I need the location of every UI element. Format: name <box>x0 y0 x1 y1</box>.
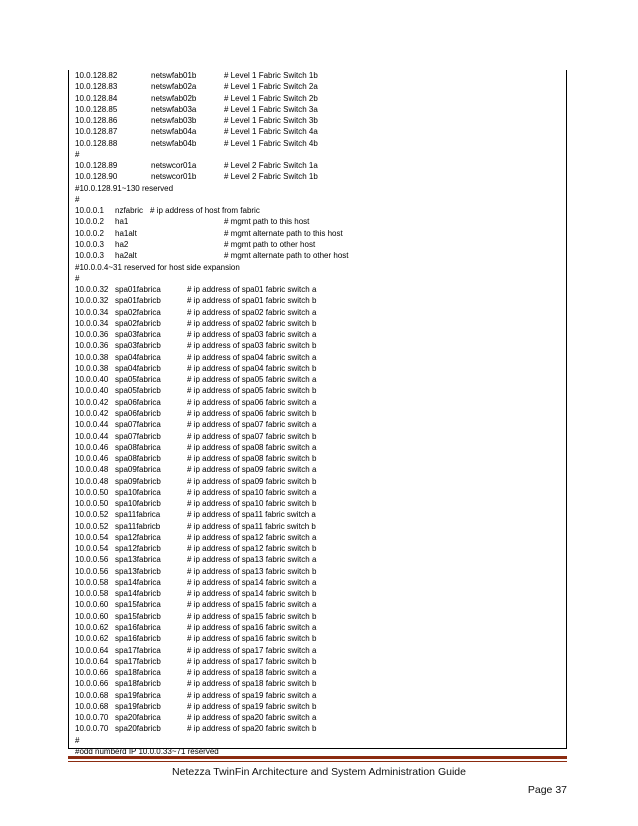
listing-comment: # ip address of spa11 fabric switch a <box>187 510 316 520</box>
listing-ip: 10.0.128.86 <box>75 116 118 126</box>
listing-ip: 10.0.0.40 <box>75 375 109 385</box>
listing-ip: 10.0.0.38 <box>75 363 109 373</box>
listing-ip: 10.0.0.68 <box>75 690 109 700</box>
listing-hostname: spa12fabrica <box>115 532 161 542</box>
footer-rule-thin <box>68 761 567 762</box>
listing-comment: # ip address of spa14 fabric switch b <box>187 589 317 599</box>
listing-line <box>69 205 566 216</box>
listing-comment: # ip address of spa10 fabric switch b <box>187 499 317 509</box>
listing-comment: # ip address of spa05 fabric switch b <box>187 386 317 396</box>
listing-line <box>69 543 566 554</box>
listing-hostname: spa01fabrica <box>115 285 161 295</box>
listing-hostname: spa02fabrica <box>115 307 161 317</box>
listing-hostname: spa18fabricb <box>115 679 161 689</box>
listing-comment: # ip address of spa13 fabric switch b <box>187 566 317 576</box>
listing-ip: 10.0.0.48 <box>75 465 109 475</box>
listing-line <box>69 385 566 396</box>
listing-hostname: ha1 <box>115 217 129 227</box>
listing-hostname: netswfab01b <box>151 71 197 80</box>
listing-line <box>69 701 566 712</box>
listing-line <box>69 104 566 115</box>
listing-comment: # ip address of spa20 fabric switch a <box>187 713 317 723</box>
listing-comment: # ip address of spa18 fabric switch b <box>187 679 317 689</box>
listing-line <box>69 295 566 306</box>
listing-hostname: spa13fabricb <box>115 566 161 576</box>
listing-hostname: spa01fabricb <box>115 296 161 306</box>
listing-hostname: spa14fabricb <box>115 589 161 599</box>
listing-line <box>69 262 566 273</box>
listing-ip: # <box>75 735 80 745</box>
listing-comment: # Level 1 Fabric Switch 1b <box>224 71 318 80</box>
listing-ip: 10.0.0.50 <box>75 499 109 509</box>
listing-ip: 10.0.0.70 <box>75 724 109 734</box>
listing-line <box>69 521 566 532</box>
listing-hostname: spa10fabricb <box>115 499 161 509</box>
listing-line <box>69 239 566 250</box>
listing-ip: 10.0.0.50 <box>75 487 109 497</box>
listing-hostname: spa07fabrica <box>115 420 161 430</box>
listing-line <box>69 228 566 239</box>
listing-comment: # mgmt path to this host <box>224 217 310 227</box>
listing-line <box>69 273 566 284</box>
listing-comment: # ip address of spa06 fabric switch b <box>187 408 317 418</box>
listing-hostname: ha1alt <box>115 228 137 238</box>
listing-comment: # ip address of spa16 fabric switch a <box>187 623 317 633</box>
listing-line <box>69 622 566 633</box>
listing-hostname: spa20fabrica <box>115 713 161 723</box>
listing-ip: 10.0.128.83 <box>75 82 118 92</box>
listing-hostname: ha2 <box>115 239 129 249</box>
listing-line <box>69 588 566 599</box>
listing-ip: 10.0.0.66 <box>75 679 109 689</box>
listing-hostname: netswfab04a <box>151 127 197 137</box>
listing-hostname: spa10fabrica <box>115 487 161 497</box>
listing-comment: # ip address of spa19 fabric switch a <box>187 690 317 700</box>
listing-ip: # <box>75 149 80 159</box>
listing-ip: 10.0.0.46 <box>75 442 109 452</box>
listing-line <box>69 419 566 430</box>
listing-ip: 10.0.0.42 <box>75 408 109 418</box>
listing-line <box>69 476 566 487</box>
listing-ip: 10.0.0.1 <box>75 206 104 216</box>
listing-hostname: nzfabric <box>115 206 144 216</box>
listing-line <box>69 723 566 734</box>
hosts-file-listing <box>68 70 567 756</box>
listing-ip: 10.0.0.32 <box>75 285 109 295</box>
listing-line <box>69 442 566 453</box>
listing-comment: # Level 1 Fabric Switch 2b <box>224 93 318 103</box>
listing-hostname: spa19fabricb <box>115 701 161 711</box>
listing-comment: # ip address of spa01 fabric switch a <box>187 285 317 295</box>
listing-ip: #odd numberd IP 10.0.0.33~71 reserved <box>75 746 219 756</box>
listing-ip: 10.0.0.34 <box>75 307 109 317</box>
listing-comment: # ip address of spa18 fabric switch a <box>187 668 317 678</box>
listing-comment: # ip address of spa20 fabric switch b <box>187 724 317 734</box>
listing-line <box>69 611 566 622</box>
listing-ip: 10.0.0.52 <box>75 510 109 520</box>
listing-hostname: netswfab03a <box>151 104 197 114</box>
listing-hostname: spa04fabricb <box>115 363 161 373</box>
listing-ip: 10.0.128.82 <box>75 71 118 80</box>
listing-ip: 10.0.128.85 <box>75 104 118 114</box>
listing-hostname: spa03fabricb <box>115 341 161 351</box>
listing-hostname: spa13fabrica <box>115 555 161 565</box>
listing-line <box>69 498 566 509</box>
listing-ip: 10.0.0.54 <box>75 532 109 542</box>
listing-line <box>69 735 566 746</box>
listing-hostname: netswfab02b <box>151 93 197 103</box>
listing-comment: # ip address of spa04 fabric switch a <box>187 352 317 362</box>
listing-ip: 10.0.0.2 <box>75 228 104 238</box>
listing-line <box>69 329 566 340</box>
listing-comment: # mgmt alternate path to this host <box>224 228 343 238</box>
listing-ip: 10.0.0.68 <box>75 701 109 711</box>
listing-line <box>69 397 566 408</box>
listing-ip: 10.0.0.60 <box>75 600 109 610</box>
listing-hostname: spa15fabricb <box>115 611 161 621</box>
listing-hostname: spa19fabrica <box>115 690 161 700</box>
listing-comment: # ip address of host from fabric <box>150 206 260 216</box>
listing-line <box>69 81 566 92</box>
listing-line <box>69 183 566 194</box>
listing-ip: 10.0.0.46 <box>75 454 109 464</box>
listing-ip: 10.0.128.87 <box>75 127 118 137</box>
listing-comment: # mgmt path to other host <box>224 239 316 249</box>
listing-ip: 10.0.0.70 <box>75 713 109 723</box>
listing-ip: 10.0.0.34 <box>75 318 109 328</box>
listing-comment: # ip address of spa19 fabric switch b <box>187 701 317 711</box>
listing-ip: 10.0.0.54 <box>75 544 109 554</box>
listing-ip: 10.0.0.64 <box>75 645 109 655</box>
listing-ip: 10.0.0.58 <box>75 589 109 599</box>
listing-hostname: ha2alt <box>115 251 137 261</box>
listing-line <box>69 464 566 475</box>
listing-line <box>69 160 566 171</box>
listing-line <box>69 250 566 261</box>
listing-line <box>69 690 566 701</box>
listing-ip: 10.0.0.3 <box>75 251 104 261</box>
listing-hostname: spa05fabricb <box>115 386 161 396</box>
footer-title: Netezza TwinFin Architecture and System Administration Guide <box>172 766 466 778</box>
listing-comment: # ip address of spa03 fabric switch b <box>187 341 317 351</box>
listing-line <box>69 566 566 577</box>
listing-ip: 10.0.0.2 <box>75 217 104 227</box>
listing-comment: # ip address of spa12 fabric switch b <box>187 544 317 554</box>
listing-hostname: spa20fabricb <box>115 724 161 734</box>
listing-ip: 10.0.0.44 <box>75 431 109 441</box>
listing-hostname: netswfab02a <box>151 82 197 92</box>
listing-line <box>69 633 566 644</box>
listing-hostname: spa17fabricb <box>115 656 161 666</box>
listing-hostname: spa16fabricb <box>115 634 161 644</box>
listing-hostname: spa18fabrica <box>115 668 161 678</box>
listing-line <box>69 363 566 374</box>
listing-comment: # Level 2 Fabric Switch 1a <box>224 161 318 171</box>
listing-comment: # ip address of spa06 fabric switch a <box>187 397 317 407</box>
listing-hostname: spa04fabrica <box>115 352 161 362</box>
listing-hostname: spa15fabrica <box>115 600 161 610</box>
listing-comment: # ip address of spa03 fabric switch a <box>187 330 317 340</box>
listing-line <box>69 171 566 182</box>
listing-ip: 10.0.0.32 <box>75 296 109 306</box>
listing-comment: # Level 1 Fabric Switch 3a <box>224 104 318 114</box>
listing-ip: #10.0.0.4~31 reserved for host side expansion <box>75 262 240 272</box>
listing-line <box>69 93 566 104</box>
listing-line <box>69 408 566 419</box>
listing-ip: 10.0.128.89 <box>75 161 118 171</box>
listing-hostname: spa11fabricb <box>115 521 161 531</box>
listing-ip: 10.0.0.62 <box>75 634 109 644</box>
listing-line <box>69 431 566 442</box>
listing-comment: # ip address of spa04 fabric switch b <box>187 363 317 373</box>
listing-comment: # ip address of spa02 fabric switch b <box>187 318 317 328</box>
listing-hostname: netswcor01b <box>151 172 197 182</box>
listing-ip: 10.0.0.66 <box>75 668 109 678</box>
listing-hostname: netswcor01a <box>151 161 197 171</box>
listing-line <box>69 126 566 137</box>
listing-comment: # ip address of spa01 fabric switch b <box>187 296 317 306</box>
listing-hostname: spa11fabrica <box>115 510 161 520</box>
listing-hostname: spa08fabricb <box>115 454 161 464</box>
listing-comment: # ip address of spa08 fabric switch a <box>187 442 317 452</box>
listing-ip: 10.0.0.56 <box>75 555 109 565</box>
listing-ip: # <box>75 273 80 283</box>
listing-comment: # ip address of spa15 fabric switch b <box>187 611 317 621</box>
listing-comment: # ip address of spa17 fabric switch b <box>187 656 317 666</box>
listing-line <box>69 577 566 588</box>
listing-line <box>69 115 566 126</box>
listing-line <box>69 149 566 160</box>
listing-hostname: netswfab04b <box>151 138 197 148</box>
listing-line <box>69 532 566 543</box>
listing-ip: #10.0.128.91~130 reserved <box>75 183 174 193</box>
listing-hostname: spa16fabrica <box>115 623 161 633</box>
listing-comment: # ip address of spa05 fabric switch a <box>187 375 317 385</box>
listing-comment: # ip address of spa02 fabric switch a <box>187 307 317 317</box>
listing-hostname: spa03fabrica <box>115 330 161 340</box>
listing-comment: # Level 1 Fabric Switch 4a <box>224 127 318 137</box>
listing-comment: # ip address of spa08 fabric switch b <box>187 454 317 464</box>
listing-line <box>69 374 566 385</box>
listing-line <box>69 318 566 329</box>
listing-comment: # ip address of spa10 fabric switch a <box>187 487 317 497</box>
listing-line <box>69 352 566 363</box>
listing-ip: 10.0.128.84 <box>75 93 118 103</box>
listing-hostname: spa07fabricb <box>115 431 161 441</box>
listing-ip: 10.0.0.36 <box>75 330 109 340</box>
listing-comment: # ip address of spa09 fabric switch a <box>187 465 317 475</box>
listing-comment: # ip address of spa15 fabric switch a <box>187 600 317 610</box>
listing-ip: 10.0.0.52 <box>75 521 109 531</box>
listing-line <box>69 554 566 565</box>
listing-line <box>69 599 566 610</box>
listing-hostname: spa14fabrica <box>115 577 161 587</box>
listing-line <box>69 656 566 667</box>
listing-line <box>69 284 566 295</box>
listing-ip: 10.0.128.88 <box>75 138 118 148</box>
listing-ip: 10.0.0.48 <box>75 476 109 486</box>
listing-comment: # Level 1 Fabric Switch 2a <box>224 82 318 92</box>
listing-ip: 10.0.0.44 <box>75 420 109 430</box>
listing-comment: # Level 1 Fabric Switch 3b <box>224 116 318 126</box>
listing-ip: 10.0.0.64 <box>75 656 109 666</box>
listing-ip: 10.0.0.3 <box>75 239 104 249</box>
listing-comment: # ip address of spa07 fabric switch a <box>187 420 317 430</box>
listing-line <box>69 216 566 227</box>
listing-line <box>69 194 566 205</box>
listing-ip: 10.0.0.62 <box>75 623 109 633</box>
listing-comment: # ip address of spa17 fabric switch a <box>187 645 317 655</box>
listing-hostname: netswfab03b <box>151 116 197 126</box>
listing-comment: # mgmt alternate path to other host <box>224 251 349 261</box>
listing-hostname: spa06fabrica <box>115 397 161 407</box>
listing-ip: 10.0.0.56 <box>75 566 109 576</box>
listing-ip: 10.0.0.40 <box>75 386 109 396</box>
listing-line <box>69 487 566 498</box>
listing-line <box>69 307 566 318</box>
listing-comment: # ip address of spa11 fabric switch b <box>187 521 316 531</box>
listing-line <box>69 509 566 520</box>
listing-hostname: spa06fabricb <box>115 408 161 418</box>
listing-hostname: spa08fabrica <box>115 442 161 452</box>
listing-line <box>69 645 566 656</box>
listing-comment: # ip address of spa12 fabric switch a <box>187 532 317 542</box>
listing-ip: 10.0.0.38 <box>75 352 109 362</box>
listing-comment: # Level 2 Fabric Switch 1b <box>224 172 318 182</box>
listing-line <box>69 678 566 689</box>
listing-hostname: spa02fabricb <box>115 318 161 328</box>
listing-line <box>69 70 566 81</box>
listing-ip: 10.0.0.60 <box>75 611 109 621</box>
listing-line <box>69 138 566 149</box>
listing-comment: # Level 1 Fabric Switch 4b <box>224 138 318 148</box>
listing-hostname: spa09fabricb <box>115 476 161 486</box>
listing-hostname: spa12fabricb <box>115 544 161 554</box>
listing-comment: # ip address of spa14 fabric switch a <box>187 577 317 587</box>
page-number: Page 37 <box>527 784 567 796</box>
listing-line <box>69 453 566 464</box>
listing-ip: 10.0.0.42 <box>75 397 109 407</box>
listing-ip: 10.0.0.36 <box>75 341 109 351</box>
listing-ip: # <box>75 194 80 204</box>
listing-comment: # ip address of spa09 fabric switch b <box>187 476 317 486</box>
listing-hostname: spa05fabrica <box>115 375 161 385</box>
listing-line <box>69 712 566 723</box>
listing-comment: # ip address of spa07 fabric switch b <box>187 431 317 441</box>
listing-comment: # ip address of spa16 fabric switch b <box>187 634 317 644</box>
listing-line <box>69 667 566 678</box>
listing-hostname: spa09fabrica <box>115 465 161 475</box>
listing-comment: # ip address of spa13 fabric switch a <box>187 555 317 565</box>
listing-ip: 10.0.0.58 <box>75 577 109 587</box>
footer-rule-thick <box>68 756 567 759</box>
listing-line <box>69 340 566 351</box>
listing-ip: 10.0.128.90 <box>75 172 118 182</box>
listing-hostname: spa17fabrica <box>115 645 161 655</box>
